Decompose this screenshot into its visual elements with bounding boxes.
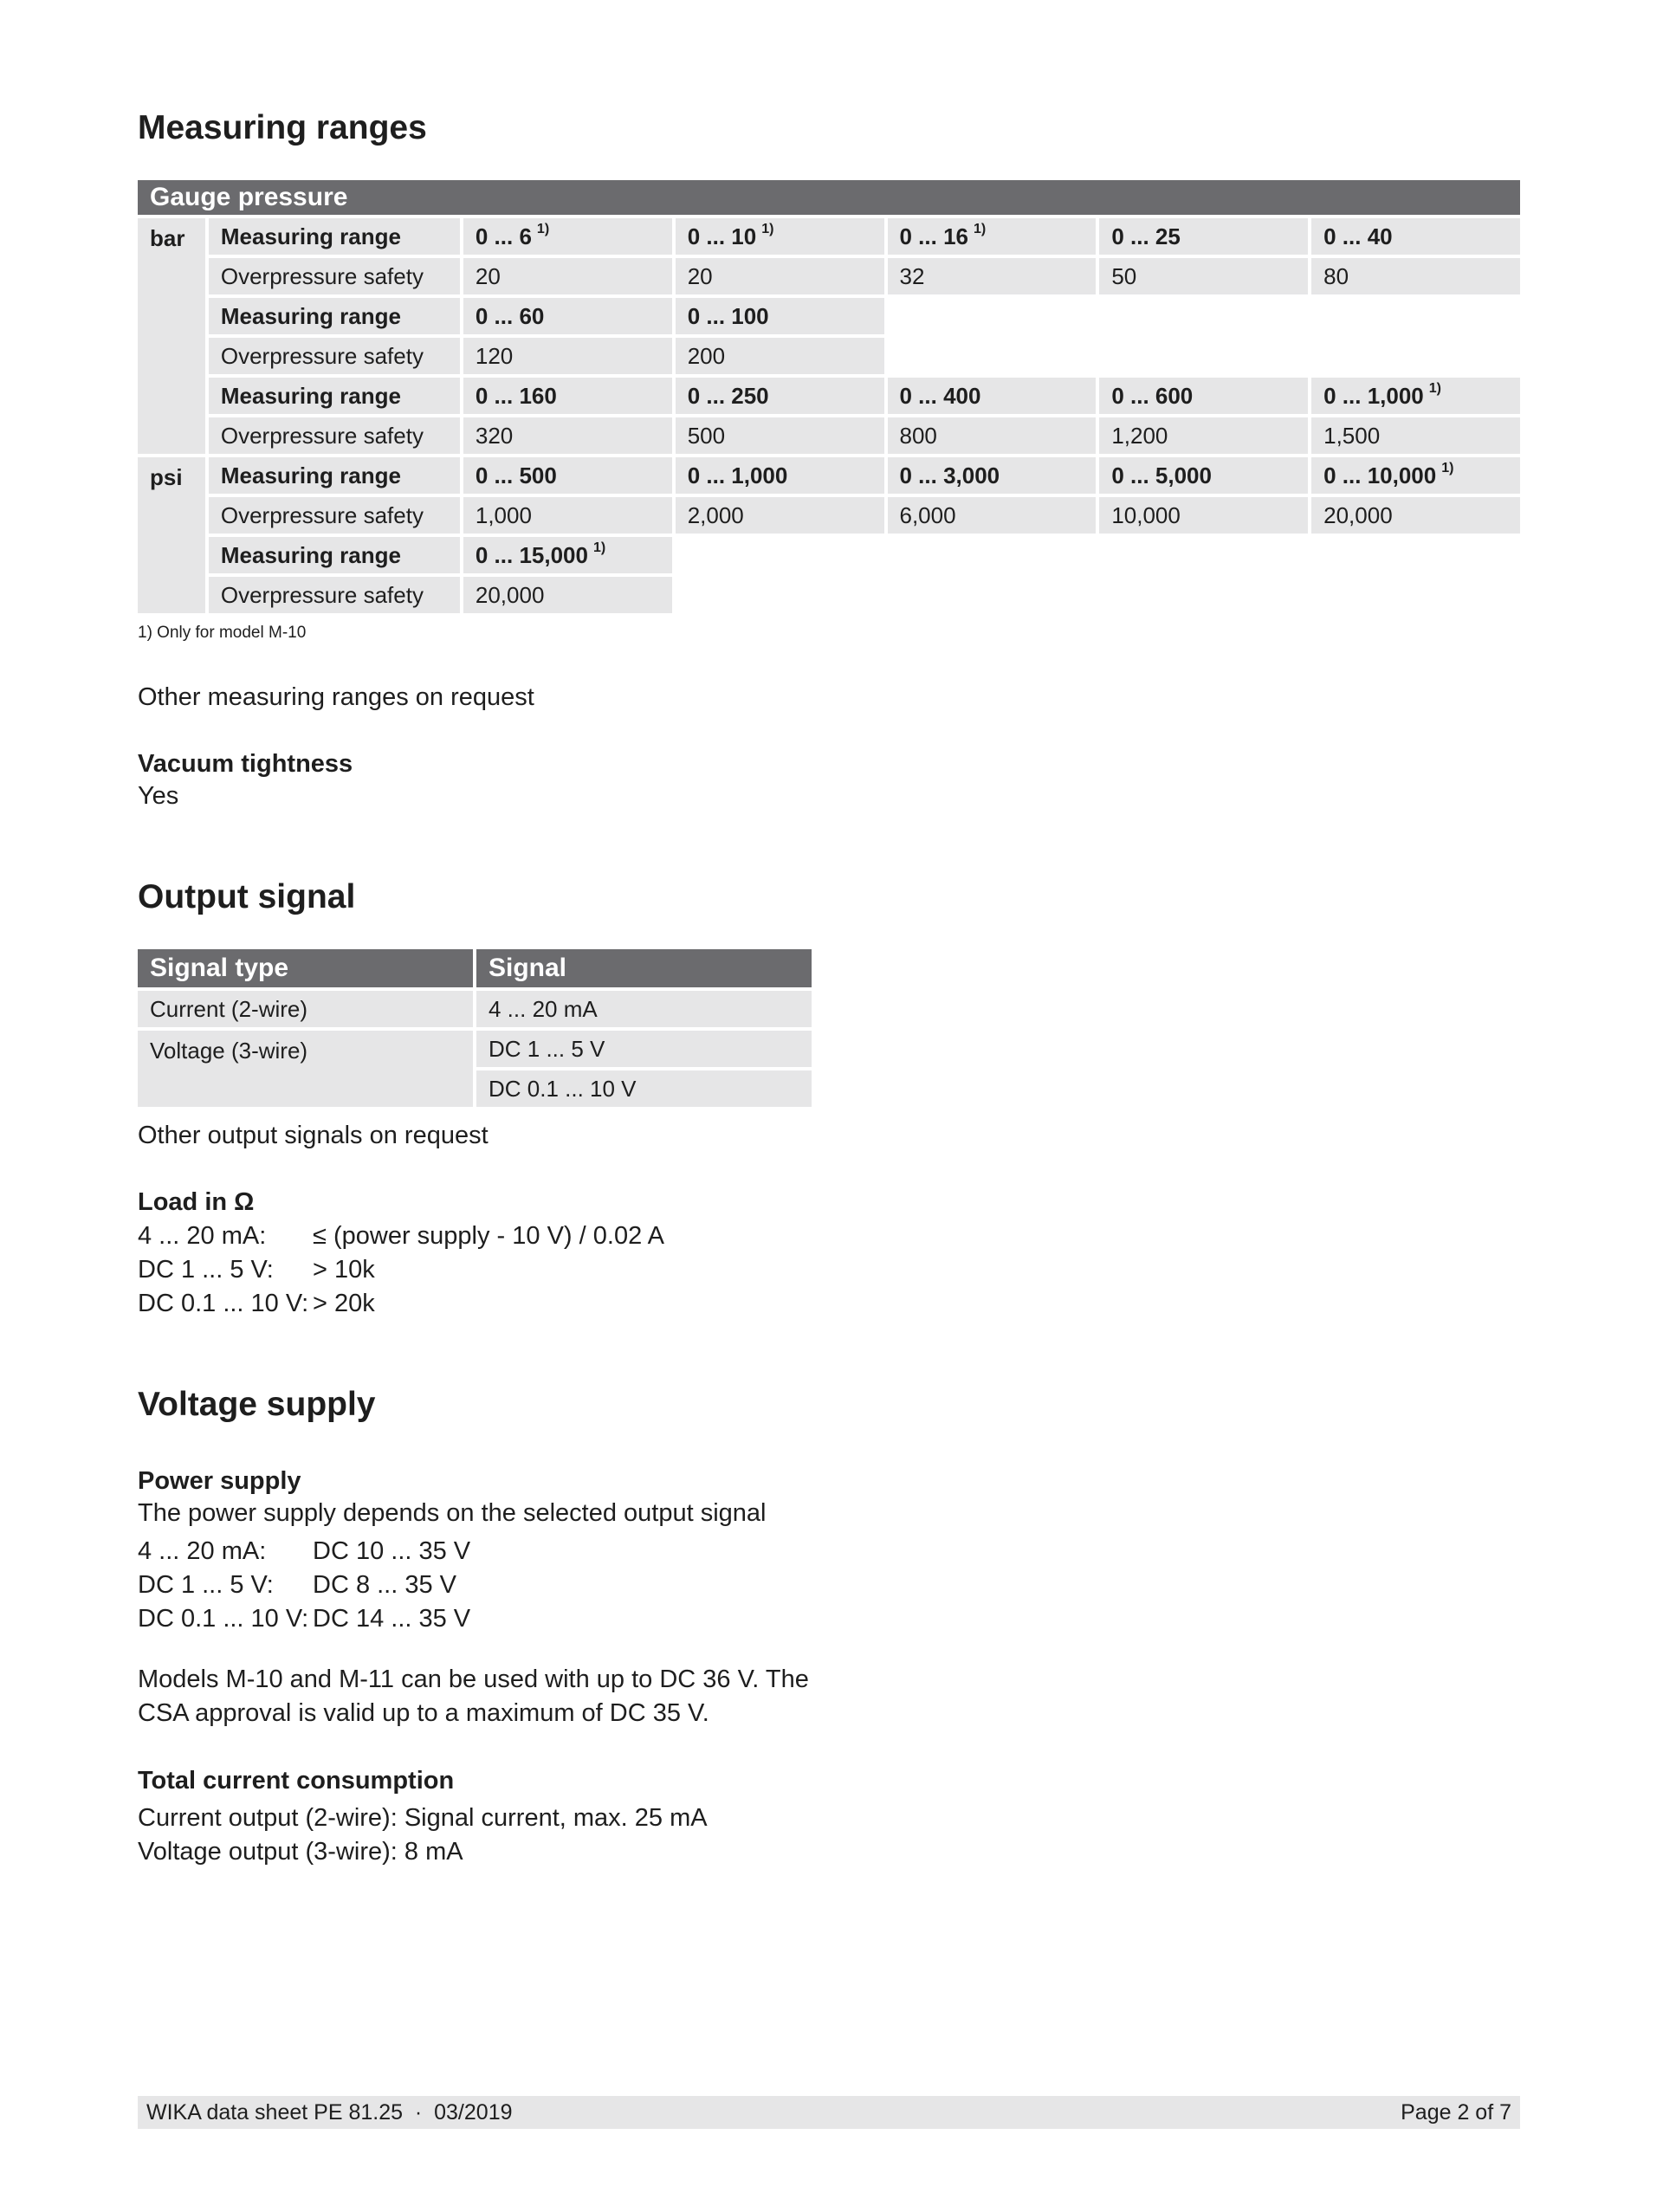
table-row [138,457,1520,494]
value-cell: 0 ... 40 [1311,218,1520,255]
vacuum-tightness-title: Vacuum tightness [138,750,353,778]
value-cell [1099,577,1308,613]
value-cell [1311,298,1520,334]
output-signal-title: Output signal [138,878,356,915]
value-cell: 0 ... 250 [676,378,884,414]
value-cell: 2,000 [676,497,884,534]
footer-doc-info: WIKA data sheet PE 81.25 · 03/2019 [146,2099,513,2125]
footnote-marker: 1) [592,540,606,555]
table-row [138,298,1520,334]
table-row [138,577,1520,613]
list-item: DC 1 ... 5 V: DC 8 ... 35 V [138,1571,457,1599]
row-label-cell: Measuring range [209,298,460,334]
power-supply-title: Power supply [138,1467,301,1495]
table-row [138,258,1520,294]
value-cell: 120 [463,338,672,374]
value-cell [1099,298,1308,334]
list-item: 4 ... 20 mA: ≤ (power supply - 10 V) / 0.02 A [138,1222,664,1250]
row-label-cell: Overpressure safety [209,338,460,374]
value-cell: 80 [1311,258,1520,294]
value-cell [888,537,1097,573]
value-cell: 0 ... 1,000 $^{1)}$ [1311,378,1520,414]
row-label-cell: Overpressure safety [209,497,460,534]
value-cell: 0 ... 400 [888,378,1097,414]
value-cell: 0 ... 600 [1099,378,1308,414]
value-cell [888,298,1097,334]
value-cell: 20,000 [463,577,672,613]
value-cell [1311,338,1520,374]
value-cell: 0 ... 100 [676,298,884,334]
value-cell: 0 ... 1,000 [676,457,884,494]
row-label-cell: Measuring range [209,537,460,573]
other-ranges-note: Other measuring ranges on request [138,683,534,711]
value-cell: 20,000 [1311,497,1520,534]
value-cell: 0 ... 10 $^{1)}$ [676,218,884,255]
vacuum-tightness-value: Yes [138,782,179,810]
value-cell: 0 ... 25 [1099,218,1308,255]
row-label-cell: Overpressure safety [209,577,460,613]
consumption-line1: Current output (2-wire): Signal current, max. 25 mA [138,1804,708,1832]
consumption-title: Total current consumption [138,1767,455,1795]
value-cell: 20 [676,258,884,294]
value-cell [1311,537,1520,573]
value-cell: 0 ... 5,000 [1099,457,1308,494]
power-supply-desc: The power supply depends on the selected output signal [138,1499,767,1527]
value-cell [1099,537,1308,573]
table-row [138,1031,812,1067]
gauge-pressure-body [138,218,1520,613]
footer-page-number: Page 2 of 7 [1401,2099,1511,2125]
load-title: Load in Ω [138,1188,255,1216]
footnote: 1) Only for model M-10 [138,624,307,642]
value-cell: 200 [676,338,884,374]
value-cell: 500 [676,417,884,454]
value-cell: 32 [888,258,1097,294]
power-supply-list [138,1535,470,1636]
value-cell: 0 ... 15,000 $^{1)}$ [463,537,672,573]
value-cell [888,577,1097,613]
value-cell [676,537,884,573]
footnote-marker: 1) [1428,380,1442,396]
signal-type-header: Signal type [138,949,473,987]
table-row [138,497,1520,534]
value-cell: 0 ... 500 [463,457,672,494]
row-label-cell: Overpressure safety [209,258,460,294]
row-label-cell: Measuring range [209,457,460,494]
unit-cell: bar [138,218,205,454]
value-cell: 0 ... 10,000 $^{1)}$ [1311,457,1520,494]
row-label-cell: Overpressure safety [209,417,460,454]
table-row [138,537,1520,573]
list-item: DC 1 ... 5 V: > 10k [138,1256,375,1284]
signal-cell: DC 0.1 ... 10 V [476,1070,812,1107]
table-row [138,378,1520,414]
signal-cell: DC 1 ... 5 V [476,1031,812,1067]
consumption-line2: Voltage output (3-wire): 8 mA [138,1838,463,1866]
value-cell [888,338,1097,374]
gauge-pressure-header: Gauge pressure [138,180,1520,215]
value-cell: 10,000 [1099,497,1308,534]
other-signals-note: Other output signals on request [138,1122,489,1149]
unit-cell: psi [138,457,205,613]
value-cell: 50 [1099,258,1308,294]
list-item: DC 0.1 ... 10 V: DC 14 ... 35 V [138,1605,471,1633]
value-cell: 0 ... 16 $^{1)}$ [888,218,1097,255]
value-cell: 1,200 [1099,417,1308,454]
table-row [138,991,812,1027]
value-cell: 0 ... 3,000 [888,457,1097,494]
row-label-cell: Measuring range [209,378,460,414]
gauge-pressure-table [134,177,1524,617]
value-cell: 1,500 [1311,417,1520,454]
output-signal-table [134,946,815,1110]
footnote-marker: 1) [1441,460,1454,475]
table-row [138,417,1520,454]
signal-cell: 4 ... 20 mA [476,991,812,1027]
table-row [138,218,1520,255]
models-note-line1: Models M-10 and M-11 can be used with up to DC 36 V. The [138,1665,809,1693]
page-footer [138,2096,1520,2129]
value-cell: 20 [463,258,672,294]
footnote-marker: 1) [536,221,550,236]
voltage-supply-title: Voltage supply [138,1386,376,1423]
row-label-cell: Measuring range [209,218,460,255]
value-cell: 320 [463,417,672,454]
signal-type-cell: Current (2-wire) [138,991,473,1027]
footnote-marker: 1) [761,221,774,236]
list-item: DC 0.1 ... 10 V: > 20k [138,1290,375,1317]
value-cell: 6,000 [888,497,1097,534]
signal-header: Signal [476,949,812,987]
value-cell [676,577,884,613]
value-cell: 800 [888,417,1097,454]
list-item: 4 ... 20 mA: DC 10 ... 35 V [138,1537,471,1565]
measuring-ranges-title: Measuring ranges [138,109,427,146]
value-cell: 0 ... 160 [463,378,672,414]
value-cell: 0 ... 60 [463,298,672,334]
value-cell: 1,000 [463,497,672,534]
models-note-line2: CSA approval is valid up to a maximum of DC 35 V. [138,1699,709,1727]
footnote-marker: 1) [974,221,987,236]
signal-type-cell: Voltage (3-wire) [138,1031,473,1107]
table-row [138,338,1520,374]
value-cell: 0 ... 6 $^{1)}$ [463,218,672,255]
value-cell [1099,338,1308,374]
value-cell [1311,577,1520,613]
load-list [138,1219,664,1321]
